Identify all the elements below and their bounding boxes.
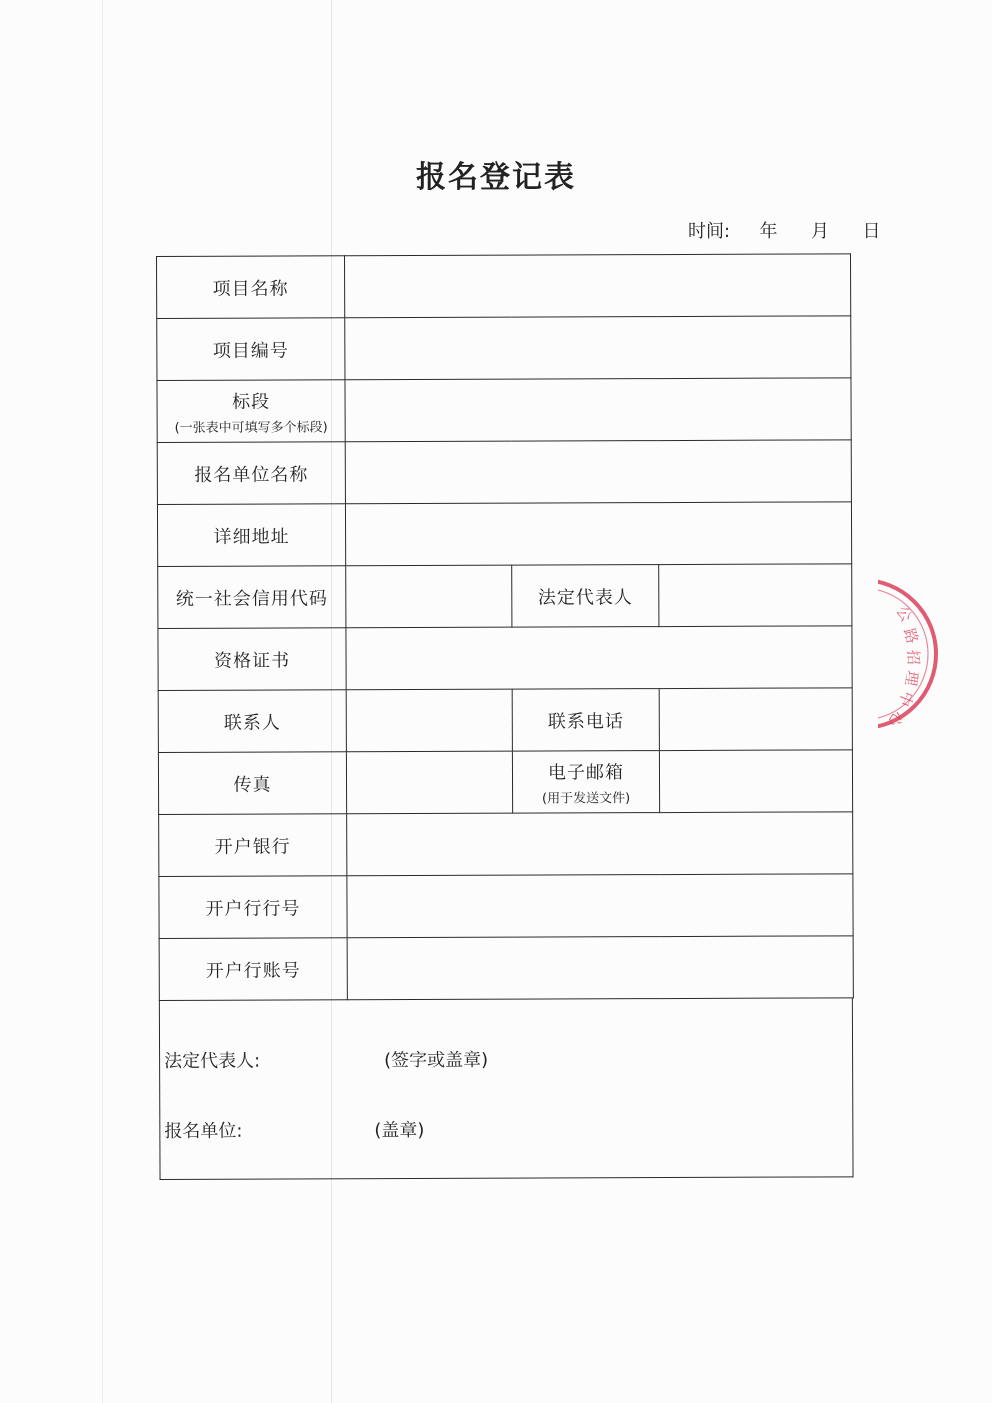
table-row xyxy=(158,564,852,629)
date-year: 年 xyxy=(759,221,778,242)
table-row xyxy=(158,750,852,815)
official-seal-stamp xyxy=(878,566,942,742)
address-label: 详细地址 xyxy=(157,504,345,567)
registration-form xyxy=(156,253,854,1180)
phone-field[interactable] xyxy=(659,688,852,751)
bank-field[interactable] xyxy=(347,812,853,876)
bank-number-field[interactable] xyxy=(347,874,853,938)
svg-text:路: 路 xyxy=(900,626,922,646)
bank-label: 开户银行 xyxy=(159,814,347,877)
table-row xyxy=(159,936,853,1001)
legal-rep-label: 法定代表人 xyxy=(512,565,659,628)
contact-field[interactable] xyxy=(346,689,512,752)
company-sign-note: (盖章) xyxy=(374,1119,425,1142)
phone-label: 联系电话 xyxy=(512,689,659,752)
contact-label: 联系人 xyxy=(158,690,346,753)
project-name-label: 项目名称 xyxy=(157,256,345,319)
company-sign-row xyxy=(164,1117,425,1143)
registration-table xyxy=(156,253,854,1001)
svg-text:心: 心 xyxy=(884,707,908,731)
credit-code-field[interactable] xyxy=(346,565,512,628)
table-row xyxy=(157,254,851,319)
signature-box xyxy=(159,998,854,1180)
section-field[interactable] xyxy=(345,378,851,442)
date-label: 时间: xyxy=(688,221,731,242)
fax-label: 传真 xyxy=(158,752,346,815)
legal-rep-sign-row xyxy=(164,1047,489,1073)
legal-rep-sign-label[interactable]: 法定代表人: xyxy=(164,1050,261,1072)
legal-rep-sign-note: (签字或盖章) xyxy=(384,1049,489,1072)
project-number-field[interactable] xyxy=(345,316,851,380)
section-label-cell xyxy=(157,380,345,443)
bank-account-field[interactable] xyxy=(347,936,853,1000)
legal-rep-field[interactable] xyxy=(659,564,852,627)
table-row xyxy=(158,688,852,753)
company-name-label: 报名单位名称 xyxy=(157,442,345,505)
project-name-field[interactable] xyxy=(345,254,851,318)
address-field[interactable] xyxy=(345,502,851,566)
date-month: 月 xyxy=(811,221,830,242)
date-line xyxy=(688,217,880,243)
svg-text:理: 理 xyxy=(901,669,922,688)
email-note: (用于发送文件) xyxy=(541,790,631,807)
svg-text:中: 中 xyxy=(894,688,917,710)
email-field[interactable] xyxy=(659,750,852,813)
email-label-cell xyxy=(512,751,659,814)
svg-text:招: 招 xyxy=(904,649,923,666)
table-row xyxy=(159,874,853,939)
company-sign-label[interactable]: 报名单位: xyxy=(164,1120,243,1142)
email-label: 电子邮箱 xyxy=(547,761,625,783)
document-title: 报名登记表 xyxy=(416,160,576,195)
table-row xyxy=(158,626,852,691)
company-name-field[interactable] xyxy=(345,440,851,504)
table-row xyxy=(157,378,851,443)
table-row xyxy=(159,812,853,877)
qualification-field[interactable] xyxy=(346,626,852,690)
credit-code-label: 统一社会信用代码 xyxy=(158,566,346,629)
section-label: 标段 xyxy=(232,391,271,413)
project-number-label: 项目编号 xyxy=(157,318,345,381)
svg-text:公: 公 xyxy=(892,603,916,626)
table-row xyxy=(157,316,851,381)
table-row xyxy=(157,440,851,505)
qualification-label: 资格证书 xyxy=(158,628,346,691)
scan-artifact-line xyxy=(102,0,103,1403)
bank-account-label: 开户行账号 xyxy=(159,938,347,1001)
table-row xyxy=(157,502,851,567)
bank-number-label: 开户行行号 xyxy=(159,876,347,939)
date-day: 日 xyxy=(862,221,881,242)
section-note: (一张表中可填写多个标段) xyxy=(174,419,328,436)
fax-field[interactable] xyxy=(346,751,512,814)
